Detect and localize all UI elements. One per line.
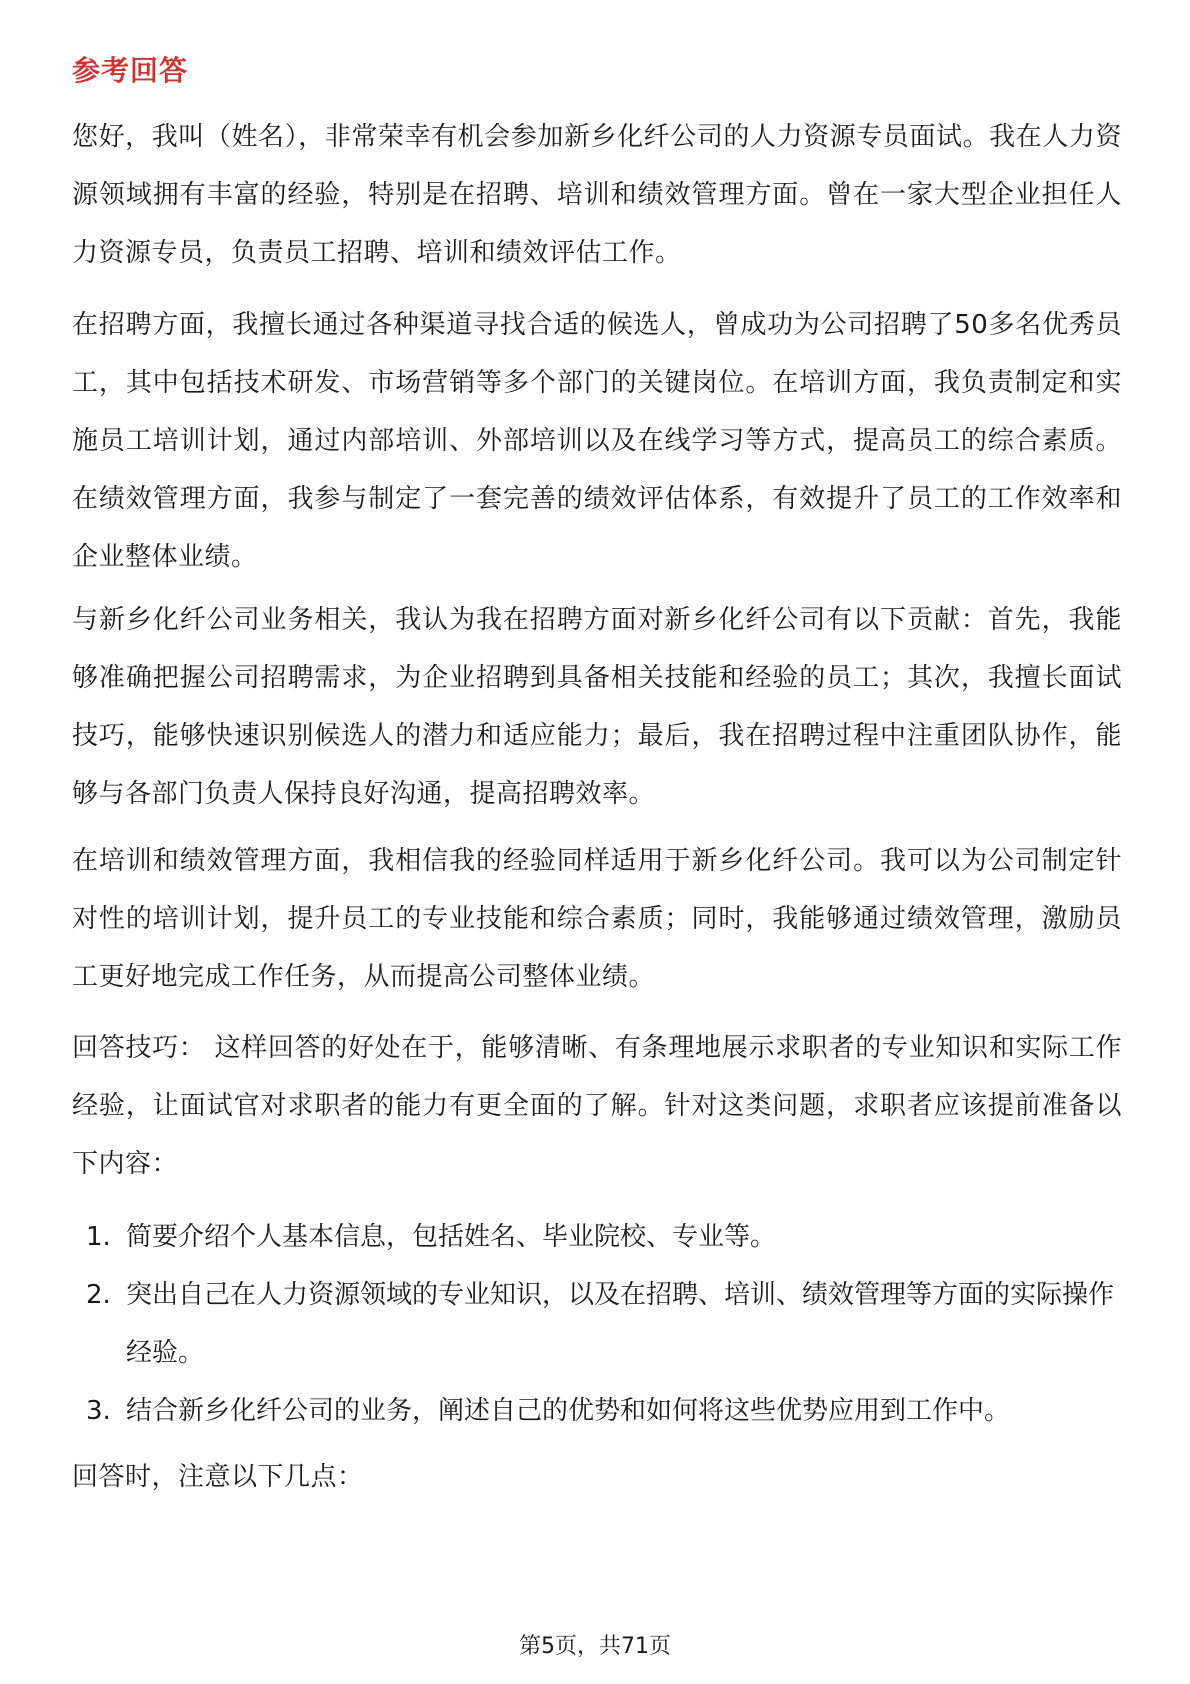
- list-item-number: 2.: [86, 1280, 111, 1310]
- section-heading: 参考回答: [72, 54, 189, 87]
- paragraph-answer-tips: 回答技巧： 这样回答的好处在于，能够清晰、有条理地展示求职者的专业知识和实际工作经验，让面试官对求职者的能力有更全面的了解。针对这类问题，求职者应该提前准备以下内容：: [72, 1033, 1122, 1179]
- list-item: [72, 1208, 1122, 1266]
- paragraph-contribution: 与新乡化纤公司业务相关，我认为我在招聘方面对新乡化纤公司有以下贡献：首先，我能够准确把握公司招聘需求，为企业招聘到具备相关技能和经验的员工；其次，我擅长面试技巧，能够快速识别候选人的潜力和适应能力；最后，我在招聘过程中注重团队协作，能够与各部门负责人保持良好沟通，提高招聘效率。: [72, 605, 1122, 809]
- list-item: [72, 1382, 1122, 1440]
- paragraph-performance: 在培训和绩效管理方面，我相信我的经验同样适用于新乡化纤公司。我可以为公司制定针对性的培训计划，提升员工的专业技能和综合素质；同时，我能够通过绩效管理，激励员工更好地完成工作任务，从而提高公司整体业绩。: [72, 846, 1122, 992]
- list-item-number: 1.: [86, 1222, 111, 1252]
- page-footer: 第5页，共71页: [519, 1634, 671, 1659]
- paragraph-recruiting-training: 在招聘方面，我擅长通过各种渠道寻找合适的候选人，曾成功为公司招聘了50多名优秀员工，其中包括技术研发、市场营销等多个部门的关键岗位。在培训方面，我负责制定和实施员工培训计划，通过内部培训、外部培训以及在线学习等方式，提高员工的综合素质。在绩效管理方面，我参与制定了一套完善的绩效评估体系，有效提升了员工的工作效率和企业整体业绩。: [72, 310, 1122, 572]
- list-item-text: 结合新乡化纤公司的业务，阐述自己的优势和如何将这些优势应用到工作中。: [126, 1396, 1011, 1426]
- list-item-text: 突出自己在人力资源领域的专业知识，以及在招聘、培训、绩效管理等方面的实际操作经验。: [126, 1280, 1115, 1368]
- list-item-number: 3.: [86, 1396, 111, 1426]
- paragraph-introduction: 您好，我叫（姓名），非常荣幸有机会参加新乡化纤公司的人力资源专员面试。我在人力资源领域拥有丰富的经验，特别是在招聘、培训和绩效管理方面。曾在一家大型企业担任人力资源专员，负责员工招聘、培训和绩效评估工作。: [72, 122, 1122, 268]
- list-item: [72, 1266, 1122, 1382]
- preparation-list: [72, 1208, 1122, 1440]
- closing-line: 回答时，注意以下几点：: [72, 1462, 364, 1492]
- list-item-text: 简要介绍个人基本信息，包括姓名、毕业院校、专业等。: [126, 1222, 777, 1252]
